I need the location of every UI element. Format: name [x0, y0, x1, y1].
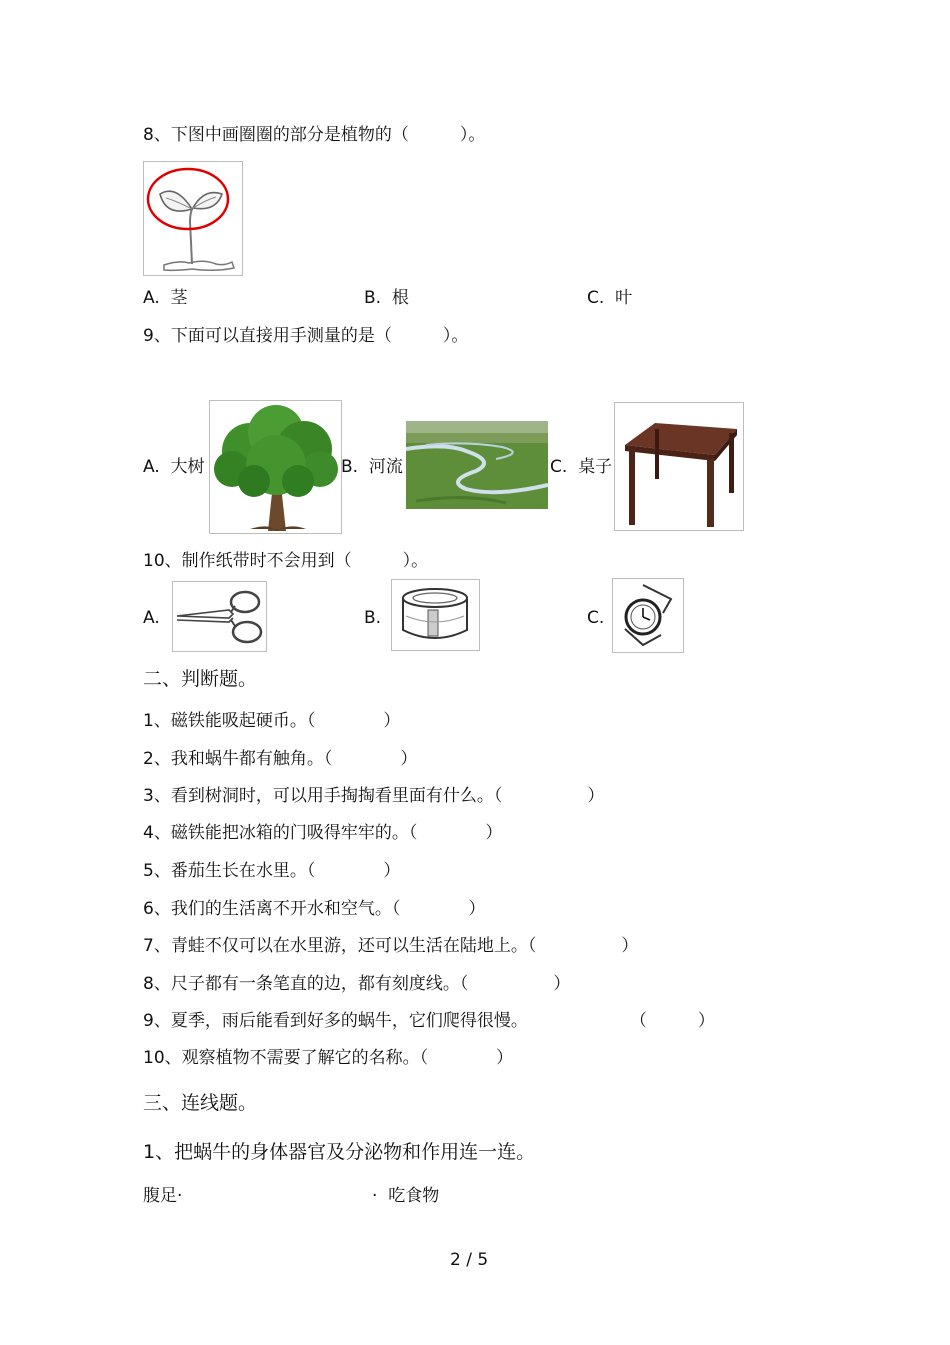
page-indicator: 2 / 5	[450, 1250, 489, 1270]
q9-option-a[interactable]: A. 大树	[143, 457, 205, 477]
circled-seedling-icon	[144, 162, 242, 275]
q10-stem: 10、制作纸带时不会用到（ ）。	[143, 551, 429, 571]
tape-roll-icon	[392, 580, 479, 650]
q8-stem: 8、下图中画圈圈的部分是植物的（ ）。	[143, 125, 486, 145]
judge-item-7: 7、青蛙不仅可以在水里游，还可以生活在陆地上。（ ）	[143, 936, 639, 956]
seedling-image	[143, 161, 243, 276]
q9-option-c[interactable]: C. 桌子	[550, 457, 613, 477]
tree-image	[209, 400, 342, 534]
q8-option-b[interactable]: B. 根	[364, 288, 409, 308]
judge-item-6: 6、我们的生活离不开水和空气。（ ）	[143, 899, 486, 919]
judge-item-3: 3、看到树洞时，可以用手掏掏看里面有什么。（ ）	[143, 786, 605, 806]
judge-item-2: 2、我和蜗牛都有触角。（ ）	[143, 749, 418, 769]
match-left-item[interactable]: 腹足·	[143, 1186, 183, 1206]
q9-option-b[interactable]: B. 河流	[341, 457, 403, 477]
q8-option-a[interactable]: A. 茎	[143, 288, 188, 308]
judge-item-4: 4、磁铁能把冰箱的门吸得牢牢的。（ ）	[143, 823, 503, 843]
scissors-image	[172, 581, 267, 652]
judge-item-8: 8、尺子都有一条笔直的边，都有刻度线。（ ）	[143, 974, 571, 994]
judge-item-10: 10、观察植物不需要了解它的名称。（ ）	[143, 1048, 514, 1068]
wristwatch-icon	[613, 579, 683, 652]
tree-icon	[210, 401, 341, 533]
river-image	[406, 421, 548, 509]
tape-image	[391, 579, 480, 651]
section3-title: 三、连线题。	[143, 1092, 258, 1114]
table-image	[614, 402, 744, 531]
river-icon	[406, 421, 548, 509]
judge-item-9: 9、夏季，雨后能看到好多的蜗牛，它们爬得很慢。 （ ）	[143, 1011, 715, 1031]
q9-stem: 9、下面可以直接用手测量的是（ ）。	[143, 326, 469, 346]
judge-item-5: 5、番茄生长在水里。（ ）	[143, 861, 401, 881]
match-right-item[interactable]: · 吃食物	[372, 1186, 440, 1206]
table-icon	[615, 403, 743, 530]
section3-q1: 1、把蜗牛的身体器官及分泌物和作用连一连。	[143, 1141, 536, 1163]
q10-option-a[interactable]: A.	[143, 608, 160, 628]
section2-title: 二、判断题。	[143, 668, 258, 690]
q10-option-b[interactable]: B.	[364, 608, 382, 628]
q10-option-c[interactable]: C.	[587, 608, 605, 628]
judge-item-1: 1、磁铁能吸起硬币。（ ）	[143, 711, 401, 731]
watch-image	[612, 578, 684, 653]
q8-option-c[interactable]: C. 叶	[587, 288, 633, 308]
scissors-icon	[173, 582, 266, 651]
